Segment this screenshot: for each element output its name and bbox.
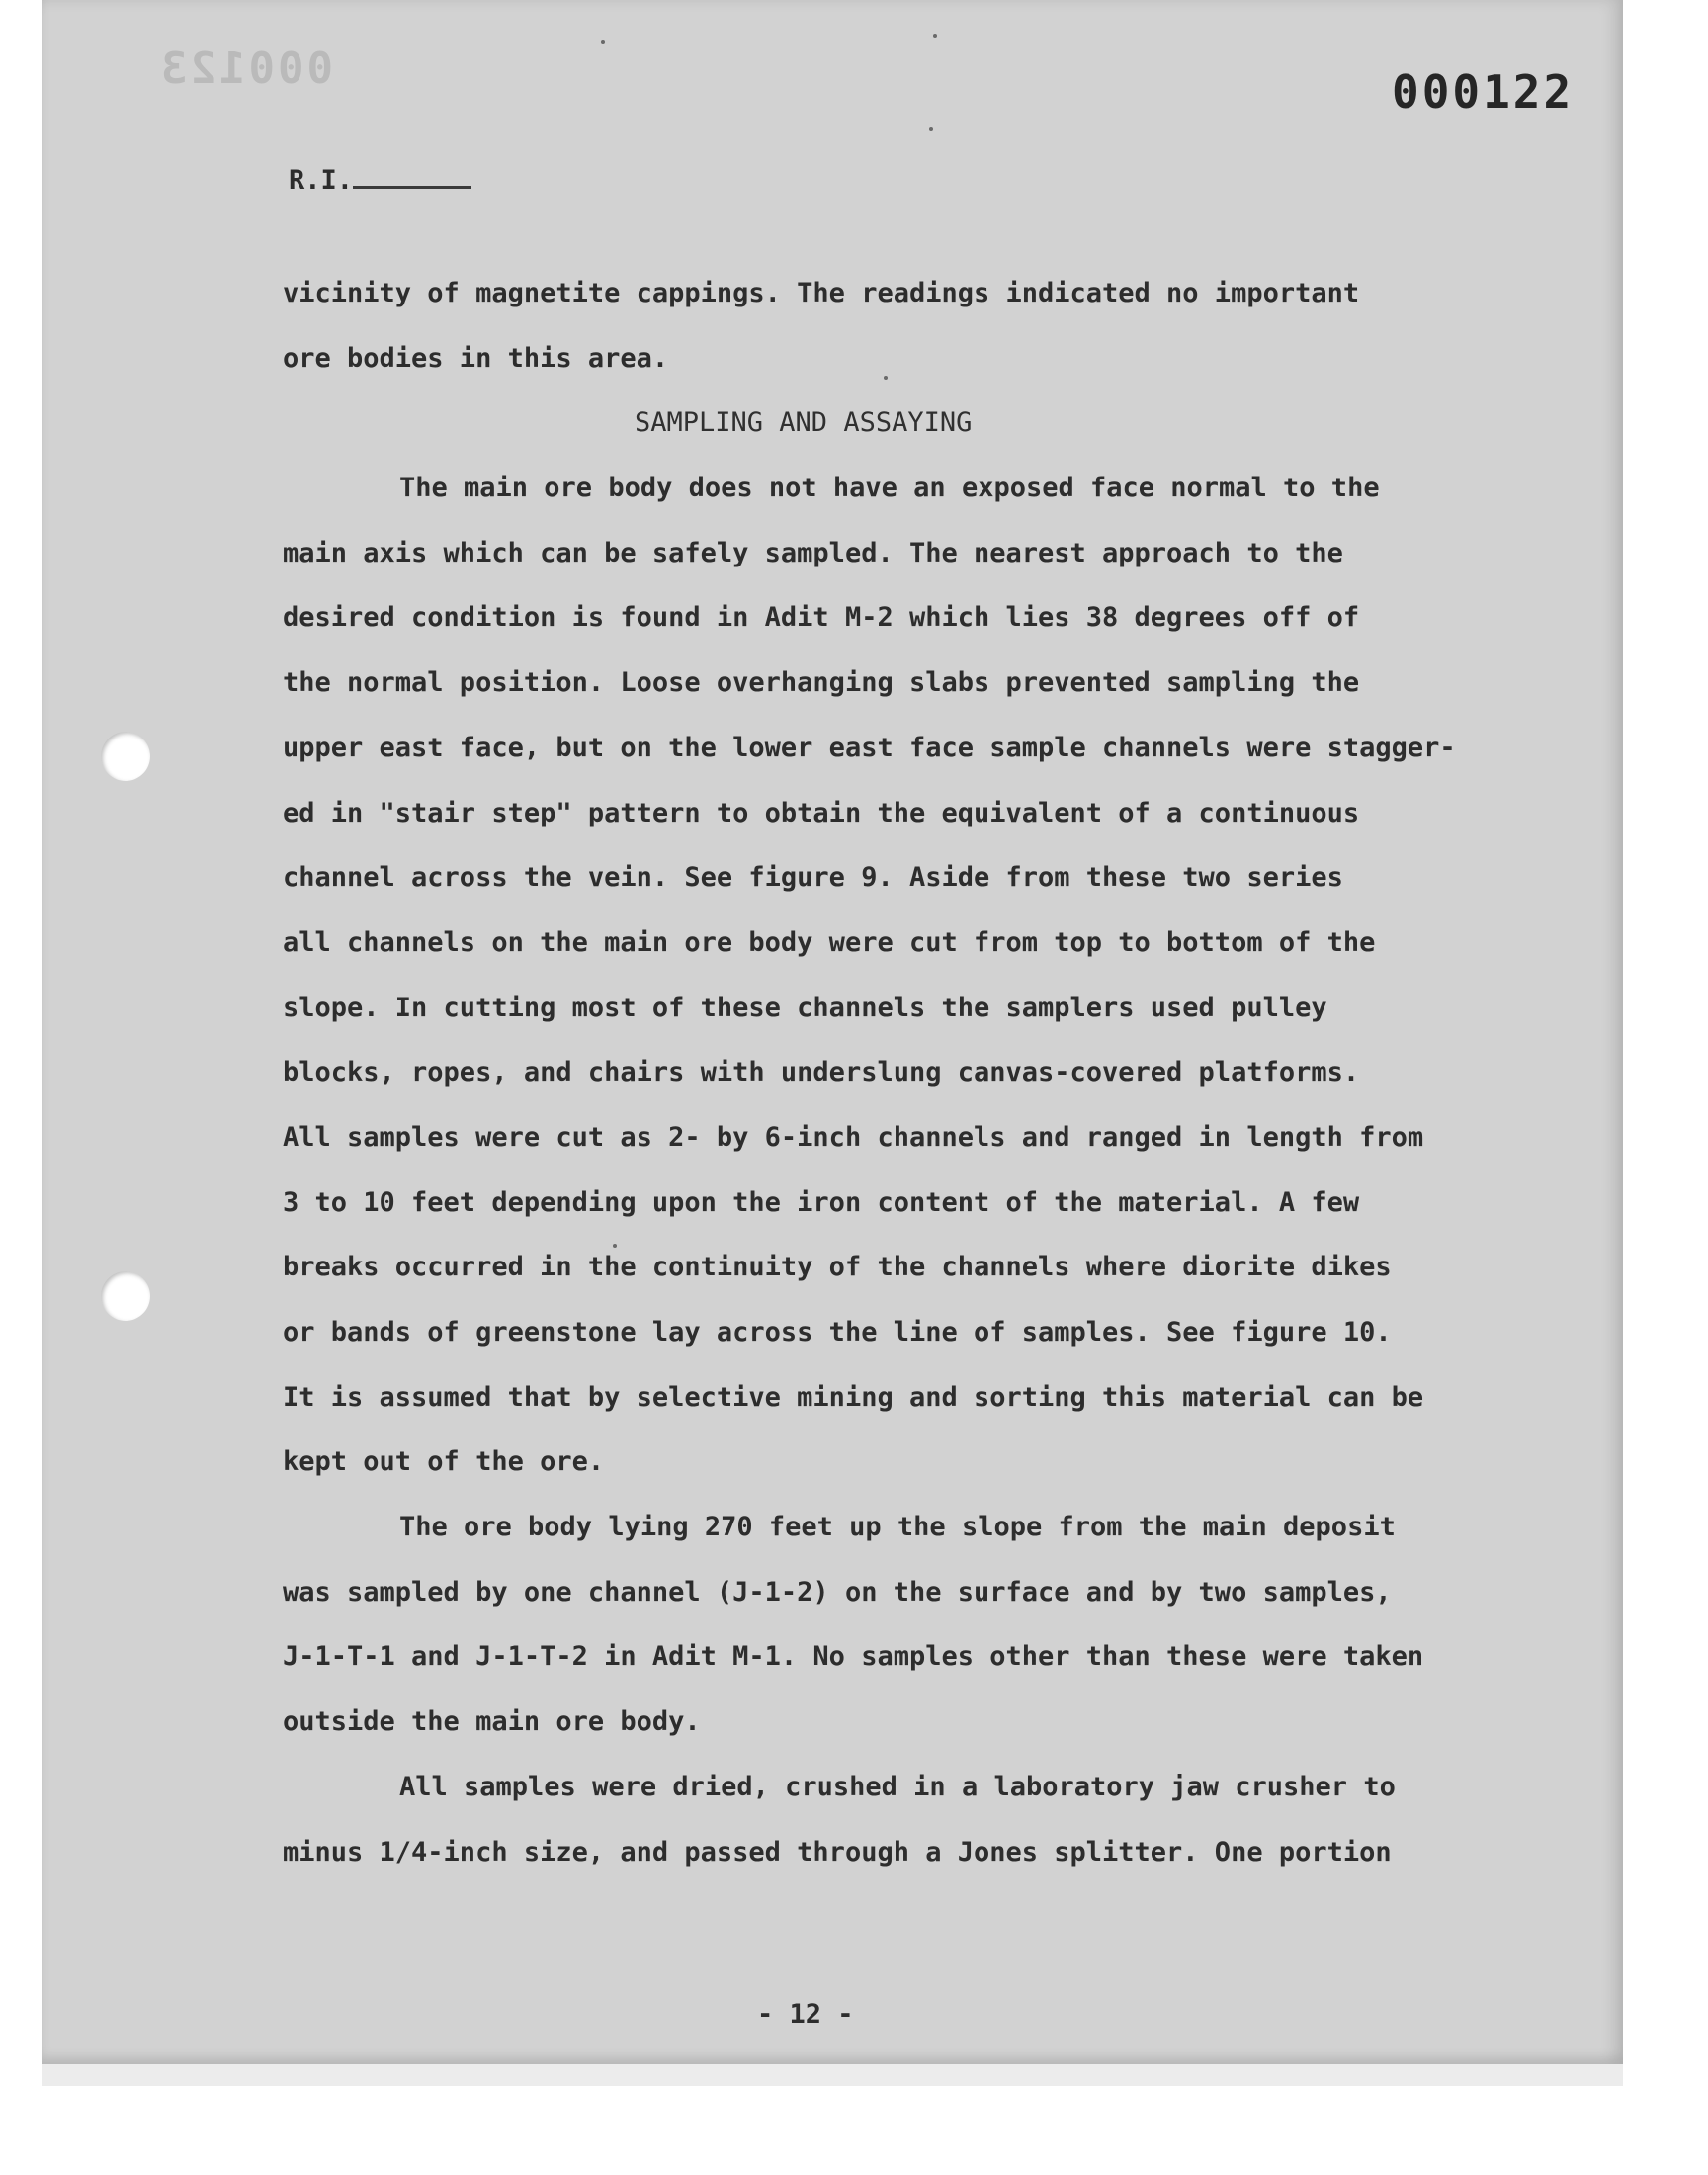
text-line: The main ore body does not have an exposed face normal to the bbox=[399, 473, 1380, 504]
text-line: outside the main ore body. bbox=[283, 1706, 701, 1738]
section-heading: SAMPLING AND ASSAYING bbox=[635, 407, 973, 439]
ri-label: R.I. bbox=[289, 165, 354, 196]
page-bottom-edge bbox=[42, 2064, 1623, 2086]
paper-speck bbox=[929, 127, 933, 130]
text-line: minus 1/4-inch size, and passed through a Jones splitter. One portion bbox=[283, 1836, 1392, 1868]
paper-speck bbox=[884, 376, 888, 380]
binder-hole-icon bbox=[101, 1271, 150, 1321]
text-line: vicinity of magnetite cappings. The readings indicated no important bbox=[283, 278, 1360, 308]
text-line: or bands of greenstone lay across the line of samples. See figure 10. bbox=[283, 1317, 1392, 1348]
text-line: was sampled by one channel (J-1-2) on the surface and by two samples, bbox=[283, 1576, 1392, 1608]
text-line: desired condition is found in Adit M-2 which lies 38 degrees off of bbox=[283, 602, 1360, 634]
text-line: slope. In cutting most of these channels the samplers used pulley bbox=[283, 992, 1327, 1023]
body-text bbox=[283, 261, 1456, 1884]
text-line: blocks, ropes, and chairs with underslung canvas-covered platforms. bbox=[283, 1057, 1360, 1088]
text-line: the normal position. Loose overhanging slabs prevented sampling the bbox=[283, 667, 1360, 699]
paper-speck bbox=[933, 34, 937, 38]
text-line: It is assumed that by selective mining and sorting this material can be bbox=[283, 1381, 1424, 1413]
text-line: channel across the vein. See figure 9. Aside from these two series bbox=[283, 862, 1343, 894]
binder-hole-icon bbox=[101, 732, 150, 781]
text-line: ed in "stair step" pattern to obtain the equivalent of a continuous bbox=[283, 797, 1360, 828]
paper-speck bbox=[613, 1244, 617, 1248]
ri-field bbox=[289, 164, 471, 196]
text-line: All samples were dried, crushed in a laboratory jaw crusher to bbox=[399, 1771, 1396, 1802]
text-line: ore bodies in this area. bbox=[283, 342, 669, 374]
ghost-stamp-number: 000123 bbox=[158, 44, 333, 94]
text-line: kept out of the ore. bbox=[283, 1446, 605, 1478]
stamp-number: 000122 bbox=[1392, 65, 1575, 119]
text-line: All samples were cut as 2- by 6-inch channels and ranged in length from bbox=[283, 1121, 1424, 1153]
page-number: - 12 - bbox=[757, 1999, 854, 2030]
text-line: The ore body lying 270 feet up the slope from the main deposit bbox=[399, 1512, 1396, 1543]
paper-speck bbox=[601, 40, 605, 44]
text-line: all channels on the main ore body were cut from top to bottom of the bbox=[283, 926, 1376, 958]
text-line: breaks occurred in the continuity of the channels where diorite dikes bbox=[283, 1252, 1392, 1283]
text-line: J-1-T-1 and J-1-T-2 in Adit M-1. No samples other than these were taken bbox=[283, 1641, 1424, 1673]
text-line: upper east face, but on the lower east face sample channels were stagger- bbox=[283, 732, 1456, 763]
text-line: 3 to 10 feet depending upon the iron content of the material. A few bbox=[283, 1186, 1360, 1218]
ri-blank-line bbox=[353, 164, 471, 189]
text-line: main axis which can be safely sampled. The nearest approach to the bbox=[283, 537, 1343, 568]
